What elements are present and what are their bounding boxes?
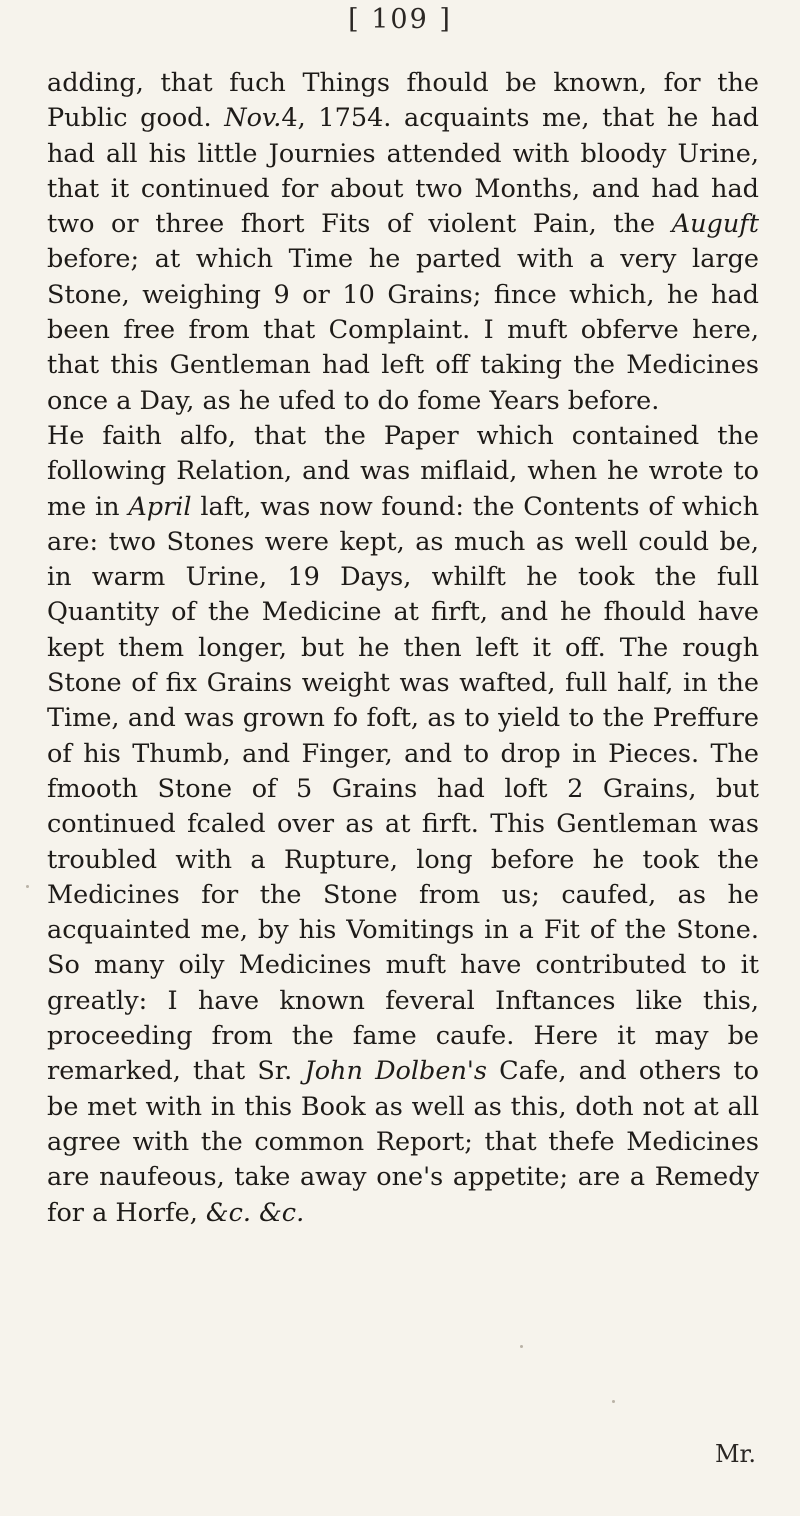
paper-speck <box>612 1400 615 1403</box>
p1-seg-4: before; at which Time he parted with a very large Stone, weighing 9 or 10 Grains; fince which, he had been free from that Complaint. I muft obferve here, that this Gentleman had left off taking the Medicines once a Day, as he ufed to do fome Years before. <box>47 244 759 416</box>
p1-seg-2: 4, 1754. acquaints me, that he had had all his little Journies attended with bloody Urine, that it continued for about two Months, and had had two or three fhort Fits of violent Pain, the <box>47 103 759 240</box>
p2-seg-2: laft, was now found: the Contents of which are: two Stones were kept, as much as well could be, in warm Urine, 19 Days, whilft he took the full Quantity of the Medicine at firft, and he fhould have kept them longer, but he then left it off. The rough Stone of fix Grains weight was wafted, full half, in the Time, and was grown fo foft, as to yield to the Preffure of his Thumb, and Finger, and to drop in Pieces. The fmooth Stone of 5 Grains had loft 2 Grains, but continued fcaled over as at firft. This Gentleman was troubled with a Rupture, long before he took the Medicines for the Stone from us; caufed, as he acquainted me, by his Vomitings in a Fit of the Stone. So many oily Medicines muft have contributed to it greatly: I have known feveral Inftances like this, proceeding from the fame caufe. Here it may be remarked, that Sr. <box>47 491 760 1087</box>
body-text <box>47 66 759 1231</box>
p2-seg-1: April <box>128 491 192 522</box>
page-number: [ 109 ] <box>348 4 452 35</box>
p2-seg-0: He faith alfo, that the Paper which contained the following Relation, and was miflaid, when he wrote to me in <box>47 420 759 522</box>
paper-speck <box>26 885 29 888</box>
p1-seg-1: Nov. <box>224 103 282 134</box>
paragraph-1 <box>47 66 759 419</box>
paper-speck <box>520 1345 523 1348</box>
paragraph-2 <box>47 419 759 1231</box>
p2-seg-5: &c. &c. <box>205 1197 305 1228</box>
p1-seg-3: Auguft <box>671 209 759 240</box>
p1-seg-0: adding, that fuch Things fhould be known, for the Public good. <box>47 68 759 134</box>
catchword: Mr. <box>714 1440 756 1468</box>
p2-seg-4: Cafe, and others to be met with in this Book as well as this, doth not at all agree with the common Report; that thefe Medicines are naufeous, take away one's appetite; are a Remedy for a Horfe, <box>47 1056 759 1228</box>
p2-seg-3: John Dolben's <box>304 1056 487 1087</box>
